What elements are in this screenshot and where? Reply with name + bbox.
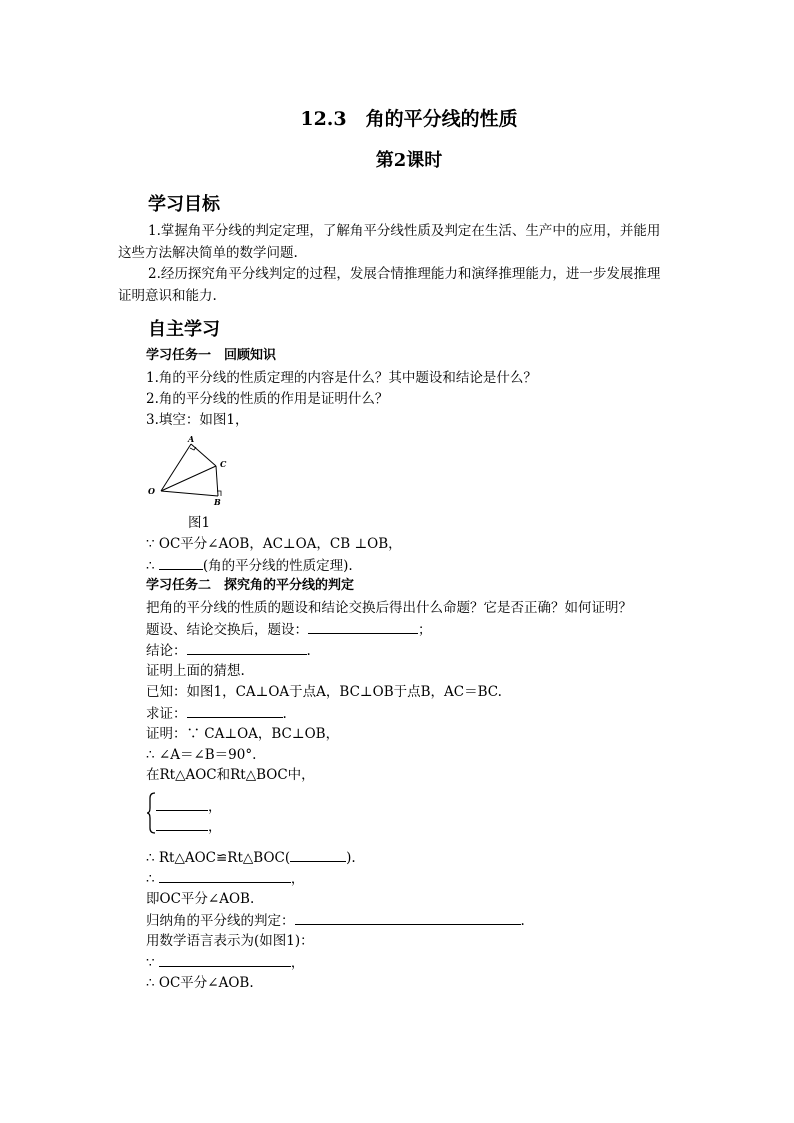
- left-brace-icon: [146, 792, 156, 834]
- task1-title: 学习任务一 回顾知识: [146, 348, 277, 363]
- therefore-prefix: ∴: [146, 871, 159, 887]
- task2-title: 学习任务二 探究角的平分线的判定: [146, 578, 355, 593]
- summary-suffix: .: [520, 913, 525, 929]
- brace-comma-1: ，: [208, 799, 222, 815]
- objective-2-line-1: 2.经历探究角平分线判定的过程，发展合情推理能力和演绎推理能力，进一步发展推理: [148, 266, 661, 282]
- objective-2-line-2: 证明意识和能力.: [118, 288, 217, 304]
- figure-label-a: A: [188, 436, 195, 444]
- task1-conclusion: [146, 554, 353, 577]
- proof-line-1: 证明：∵ CA⊥OA，BC⊥OB，: [146, 726, 340, 742]
- objectives-heading: 学习目标: [148, 194, 220, 215]
- congruent-prefix: ∴ Rt△AOC≌Rt△BOC(: [146, 850, 291, 866]
- prove-line: [146, 702, 287, 725]
- because-blank[interactable]: [159, 951, 291, 967]
- therefore-blank[interactable]: [159, 867, 291, 883]
- objective-1-line-2: 这些方法解决简单的数学问题.: [118, 245, 298, 261]
- conclusion2-blank[interactable]: [187, 639, 307, 655]
- summary-blank[interactable]: [295, 909, 521, 925]
- task1-given: ∵ OC平分∠AOB，AC⊥OA，CB ⊥OB，: [146, 536, 402, 552]
- task2-swap-line: [146, 618, 432, 641]
- prove-prefix: 求证：: [146, 706, 187, 722]
- brace-condition-2: [156, 815, 222, 838]
- because-prefix: ∵: [146, 955, 159, 971]
- conclusion-suffix: (角的平分线的性质定理).: [202, 558, 353, 574]
- task1-question-3: 3.填空：如图1，: [146, 412, 249, 428]
- final-line: ∴ OC平分∠AOB.: [146, 975, 254, 991]
- because-line: [146, 951, 304, 974]
- namely-line: 即OC平分∠AOB.: [146, 891, 255, 907]
- conclusion2-suffix: .: [306, 643, 311, 659]
- congruent-suffix: ).: [346, 850, 356, 866]
- conclusion2-prefix: 结论：: [146, 643, 187, 659]
- proof-line-3: 在Rt△AOC和Rt△BOC中，: [146, 767, 315, 783]
- task2-intro: 把角的平分线的性质的题设和结论交换后得出什么命题？它是否正确？如何证明？: [146, 600, 632, 616]
- congruent-line: [146, 846, 356, 869]
- figure-label-b: B: [214, 497, 221, 506]
- proof-line-2: ∴ ∠A＝∠B＝90°.: [146, 747, 257, 763]
- conclusion-prefix: ∴: [146, 558, 159, 574]
- page-title: 12.3 角的平分线的性质: [300, 108, 518, 130]
- prove-suffix: .: [282, 706, 287, 722]
- figure-label-c: C: [220, 459, 227, 469]
- objective-1-line-1: 1.掌握角平分线的判定定理，了解角平分线性质及判定在生活、生产中的应用，并能用: [148, 223, 661, 239]
- swap-suffix: ；: [418, 622, 432, 638]
- summary-prefix: 归纳角的平分线的判定：: [146, 913, 295, 929]
- task2-conclusion-line: [146, 639, 311, 662]
- prove-blank[interactable]: [187, 702, 283, 718]
- congruent-blank[interactable]: [290, 846, 346, 862]
- brace-blank-2[interactable]: [156, 815, 208, 831]
- summary-line: [146, 909, 525, 932]
- figure-label-o: O: [148, 486, 155, 496]
- page-subtitle: 第2课时: [375, 150, 443, 171]
- brace-blank-1[interactable]: [156, 795, 208, 811]
- figure-1-diagram: [146, 436, 242, 506]
- therefore-line: [146, 867, 304, 890]
- task1-question-1: 1.角的平分线的性质定理的内容是什么？其中题设和结论是什么？: [146, 370, 537, 386]
- math-language-line: 用数学语言表示为(如图1)：: [146, 933, 314, 949]
- known-statement: 已知：如图1，CA⊥OA于点A，BC⊥OB于点B，AC＝BC.: [146, 684, 502, 700]
- swap-prefix: 题设、结论交换后，题设：: [146, 622, 308, 638]
- conclusion-blank[interactable]: [159, 554, 203, 570]
- therefore-suffix: ，: [290, 871, 305, 887]
- prove-guess: 证明上面的猜想.: [146, 663, 245, 679]
- figure-1-caption: 图1: [188, 515, 211, 531]
- self-study-heading: 自主学习: [148, 319, 220, 340]
- brace-comma-2: ，: [208, 819, 222, 835]
- hypothesis-blank[interactable]: [308, 618, 418, 634]
- because-suffix: ，: [290, 955, 305, 971]
- task1-question-2: 2.角的平分线的性质的作用是证明什么？: [146, 391, 389, 407]
